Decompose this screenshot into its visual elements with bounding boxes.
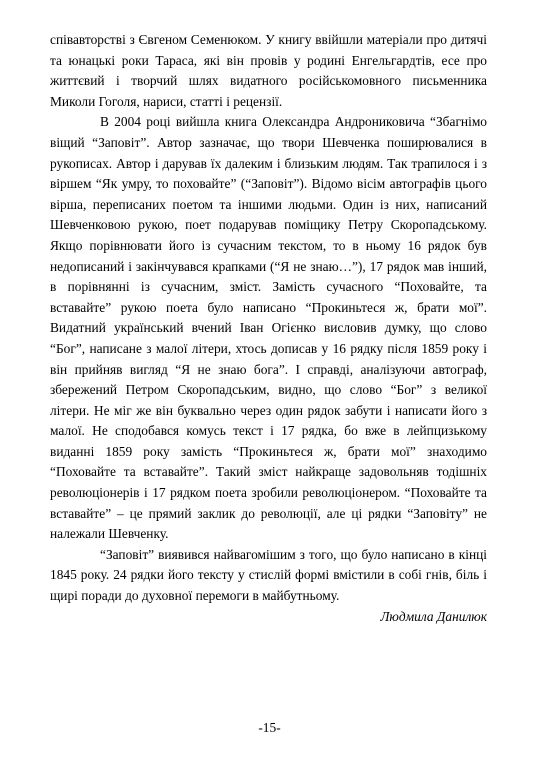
paragraph-book-zapovit: В 2004 році вийшла книга Олександра Андрониковича “Збагнімо віщий “Заповіт”. Автор зазначає, що твори Шевченка поширювалися в рукописах. Автор і дарував їх далеким і близьким людям. Так трапилося і з віршем “Як умру, то поховайте” (“Заповіт”). Відомо вісім автографів цього вірша, переписаних поетом та іншими людьми. Один із них, написаний Шевченковою рукою, поет подарував поміщику Петру Скоропадському. Якщо порівнювати його із сучасним текстом, то в ньому 16 рядок був недописаний і закінчувався крапками (“Я не знаю…”), 17 рядок мав інший, в порівнянні із сучасним, зміст. Замість сучасного “Поховайте, та вставайте” рукою поета було написано “Прокиньтеся ж, брати мої”. Видатний український вчений Іван Огієнко висловив думку, що слово “Бог”, написане з малої літери, хтось дописав у 16 рядку після 1859 року і він прийняв вигляд “Я не знаю бога”. І справді, аналізуючи автограф, збережений Петром Скоропадським, видно, що слово “Бог” з великої літери. Не міг же він буквально через один рядок забути і написати його з малої. Не сподобався комусь текст і 17 рядка, бо вже в лейпцизькому виданні 1859 року замість “Прокиньтеся ж, брати мої” знаходимо “Поховайте та вставайте”. Такий зміст найкраще задовольняв тодішніх революціонерів і 17 рядком поета зробили революціонером. “Поховайте та вставайте” – це прямий заклик до революції, але ці рядки “Заповіту” не належали Шевченку. xyxy=(50,114,487,542)
author-signature: Людмила Данилюк xyxy=(380,608,487,624)
document-body xyxy=(50,30,487,627)
paragraph-continuation: співавторстві з Євгеном Семенюком. У книгу ввійшли матеріали про дитячі та юнацькі роки Тараса, які він провів у родині Енгельгардтів, есе про життєвий і творчий шлях видатного російськомовного письменника Миколи Гоголя, нариси, статті і рецензії. xyxy=(50,32,487,109)
page-number: -15- xyxy=(258,720,281,735)
paragraph-conclusion: “Заповіт” виявився найвагомішим з того, що було написано в кінці 1845 року. 24 рядки його тексту у стислій формі вмістили в собі гнів, біль і щирі поради до духовної перемоги в майбутньому. xyxy=(50,546,487,604)
